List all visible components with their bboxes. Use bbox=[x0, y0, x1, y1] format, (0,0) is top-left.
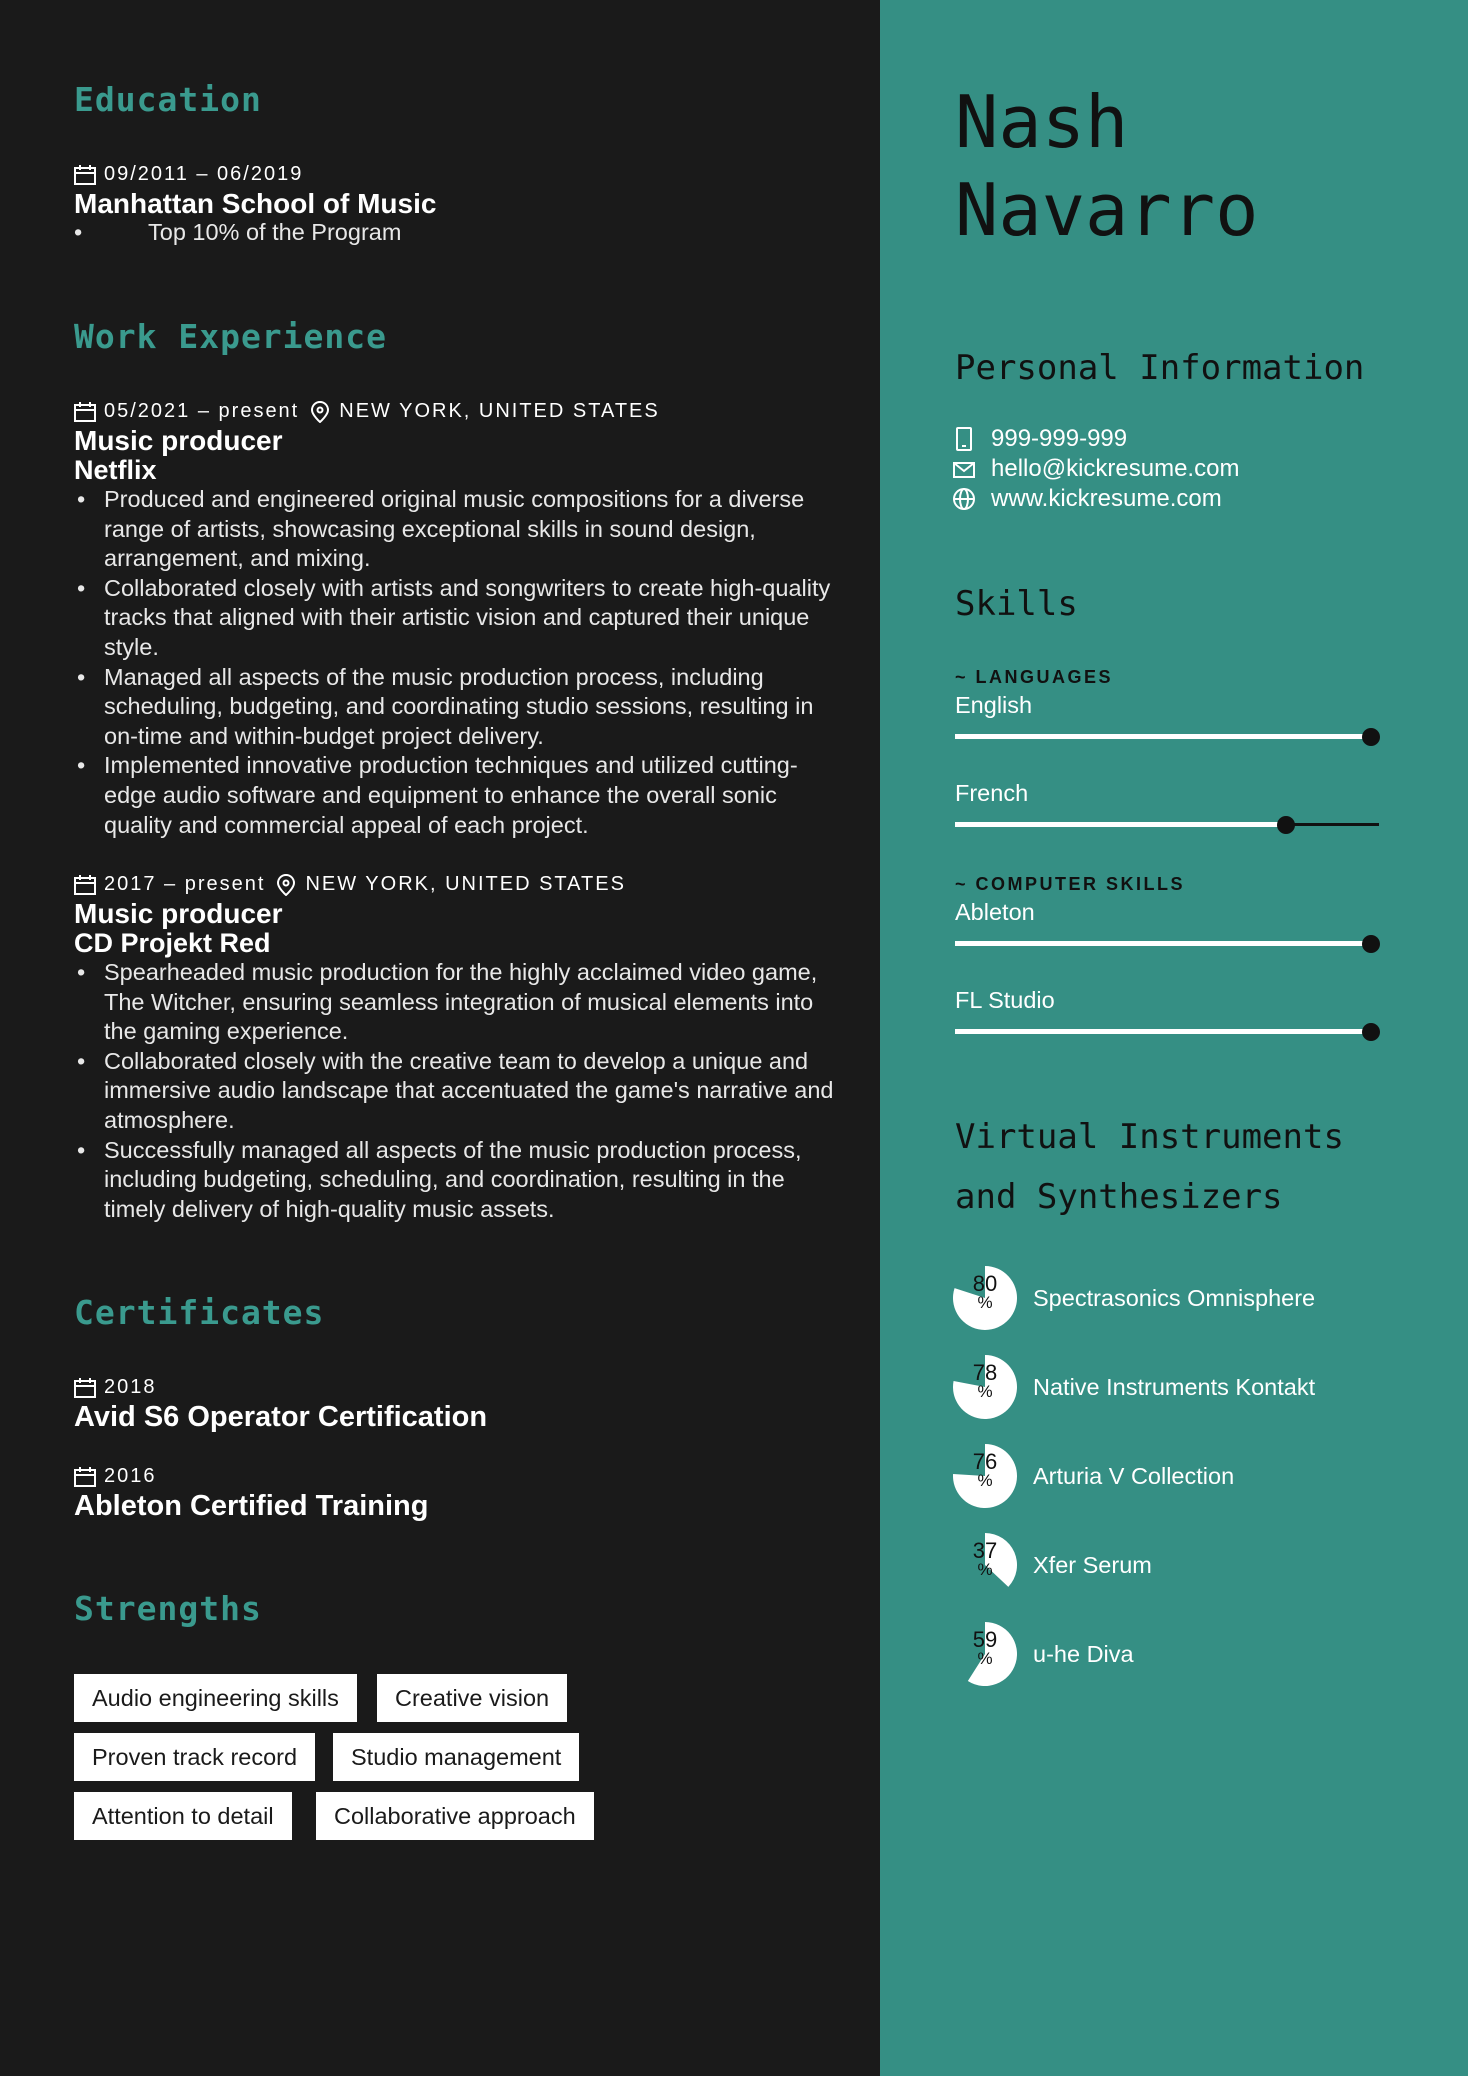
percent-pie bbox=[953, 1266, 1017, 1330]
job-2-bullets bbox=[74, 958, 844, 1224]
calendar-icon bbox=[74, 1378, 96, 1398]
phone-text: 999-999-999 bbox=[991, 425, 1128, 452]
education-date-row bbox=[74, 163, 303, 186]
skill-name: Ableton bbox=[955, 899, 1035, 925]
website-text[interactable]: www.kickresume.com bbox=[991, 485, 1222, 512]
skill-level-bar bbox=[955, 1020, 1379, 1044]
skill-name: English bbox=[955, 692, 1033, 718]
job-2-location: NEW YORK, UNITED STATES bbox=[305, 873, 626, 895]
personal-information-heading: Personal Information bbox=[955, 348, 1365, 388]
percent-unit: % bbox=[977, 1649, 993, 1668]
list-item: • Successfully managed all aspects of the music production process, including budgeting, scheduling, and coordination, resulting in the timely delivery of high-quality music assets. bbox=[104, 1136, 844, 1225]
location-pin-icon bbox=[277, 874, 295, 896]
location-pin-icon bbox=[311, 401, 329, 423]
email-icon bbox=[953, 457, 975, 481]
percent-unit: % bbox=[977, 1293, 993, 1312]
calendar-icon bbox=[74, 165, 96, 185]
education-dates: 09/2011 – 06/2019 bbox=[104, 163, 304, 185]
phone-icon bbox=[953, 427, 975, 451]
instrument-row bbox=[953, 1266, 1315, 1330]
strength-tag: Attention to detail bbox=[74, 1792, 292, 1840]
virtual-instruments-heading bbox=[955, 1107, 1344, 1227]
vi-heading-line2: and Synthesizers bbox=[955, 1177, 1283, 1217]
job-1-location: NEW YORK, UNITED STATES bbox=[339, 400, 660, 422]
list-item: • Implemented innovative production techniques and utilized cutting-edge audio software and equipment to enhance the overall sonic quality and commercial appeal of each project. bbox=[104, 751, 844, 840]
strength-tag: Creative vision bbox=[377, 1674, 567, 1722]
instrument-name: Xfer Serum bbox=[1033, 1551, 1152, 1578]
skill-level-knob bbox=[1362, 1023, 1380, 1041]
strengths-heading: Strengths bbox=[74, 1589, 262, 1628]
last-name: Navarro bbox=[955, 168, 1259, 252]
skill-level-bar bbox=[955, 813, 1379, 837]
vi-heading-line1: Virtual Instruments bbox=[955, 1117, 1344, 1157]
instrument-name: Native Instruments Kontakt bbox=[1033, 1373, 1316, 1400]
skill-name: FL Studio bbox=[955, 987, 1055, 1013]
instrument-row bbox=[953, 1355, 1315, 1419]
list-item: • Managed all aspects of the music production process, including scheduling, budgeting, and coordinating studio sessions, resulting in on-time and within-budget project delivery. bbox=[104, 663, 844, 752]
calendar-icon bbox=[74, 875, 96, 895]
instrument-name: u-he Diva bbox=[1033, 1640, 1134, 1667]
instrument-name: Arturia V Collection bbox=[1033, 1462, 1235, 1489]
contact-website bbox=[953, 485, 1222, 513]
job-1-date-row bbox=[74, 400, 660, 423]
list-item: • Collaborated closely with artists and songwriters to create high-quality tracks that aligned with their artistic vision and captured their unique style. bbox=[104, 574, 844, 663]
skill-level-bar bbox=[955, 932, 1379, 956]
job-1-bullets bbox=[74, 485, 844, 840]
percent-unit: % bbox=[977, 1471, 993, 1490]
first-name: Nash bbox=[955, 80, 1129, 164]
contact-email bbox=[953, 455, 1239, 483]
education-school: Manhattan School of Music bbox=[74, 188, 437, 219]
list-item: • Spearheaded music production for the highly acclaimed video game, The Witcher, ensuring seamless integration of musical elements into the gaming experience. bbox=[104, 958, 844, 1047]
calendar-icon bbox=[74, 402, 96, 422]
instrument-row bbox=[953, 1622, 1134, 1686]
percent-value: 37 bbox=[972, 1538, 998, 1563]
percent-unit: % bbox=[977, 1560, 993, 1579]
skill-category-languages: ~ LANGUAGES bbox=[955, 667, 1114, 687]
percent-pie bbox=[953, 1444, 1017, 1508]
instrument-name: Spectrasonics Omnisphere bbox=[1033, 1284, 1316, 1311]
certificate-2-date-row bbox=[74, 1465, 157, 1488]
job-1-company: Netflix bbox=[74, 455, 157, 485]
skills-heading: Skills bbox=[955, 584, 1078, 624]
percent-value: 78 bbox=[972, 1360, 998, 1385]
certificate-2-year: 2016 bbox=[104, 1465, 157, 1487]
skill-level-bar bbox=[955, 725, 1379, 749]
skill-level-knob bbox=[1277, 816, 1295, 834]
strength-tag: Studio management bbox=[333, 1733, 579, 1781]
job-2-dates: 2017 – present bbox=[104, 873, 266, 895]
skill-level-knob bbox=[1362, 728, 1380, 746]
percent-pie bbox=[953, 1355, 1017, 1419]
skill-name: French bbox=[955, 780, 1029, 806]
strength-tag: Collaborative approach bbox=[316, 1792, 594, 1840]
list-item: • Collaborated closely with the creative team to develop a unique and immersive audio landscape that accentuated the game's narrative and atmosphere. bbox=[104, 1047, 844, 1136]
skill-category-computer: ~ COMPUTER SKILLS bbox=[955, 874, 1186, 894]
candidate-name bbox=[955, 78, 1258, 254]
certificates-heading: Certificates bbox=[74, 1293, 325, 1332]
skill-level-knob bbox=[1362, 935, 1380, 953]
education-heading: Education bbox=[74, 80, 262, 119]
job-2-role: Music producer bbox=[74, 898, 283, 929]
left-column: Education 09/2011 – 06/2019 Manhattan School of Music • Top 10% of the Program Work Experience 05/2021 – present NEW YORK, UNITED STATES Music producer Netflix • Produced and engineered original music compositions for a diverse range of artists, showcasing exceptional skills in sound design, arrangement, and mixing. • Collaborated closely with artists and songwriters to create high-quality tracks that aligned with their artistic vision and captured their unique style. • Managed all aspects of the music production process, including scheduling, budgeting, and coordinating studio sessions, resulting in on-time and within-budget project delivery. • Implemented innovative production techniques and utilized cutting-edge audio software and equipment to enhance the overall sonic quality and commercial appeal of each project. 2017 – present NEW YORK, UNITED STATES Music producer CD Projekt Red • Spearheaded music production for the highly acclaimed video game, The Witcher, ensuring seamless integration of musical elements into the gaming experience. • Collaborated closely with the creative team to develop a unique and immersive audio landscape that accentuated the game's narrative and atmosphere. • Successfully managed all aspects of the music production process, including budgeting, scheduling, and coordination, resulting in the timely delivery of high-quality music assets. Certificates 2018 Avid S6 Operator Certification 2016 Ableton Certified Training Strengths Audio engineering skills Creative vision Proven track record Studio management Attention to detail Collaborative approach bbox=[0, 0, 880, 2076]
certificate-1-year: 2018 bbox=[104, 1376, 157, 1398]
certificate-1-date-row bbox=[74, 1376, 157, 1399]
job-2-company: CD Projekt Red bbox=[74, 928, 271, 958]
percent-pie bbox=[953, 1533, 1017, 1597]
instrument-row bbox=[953, 1444, 1234, 1508]
percent-value: 59 bbox=[972, 1627, 998, 1652]
work-experience-heading: Work Experience bbox=[74, 317, 388, 356]
list-item: • Produced and engineered original music compositions for a diverse range of artists, showcasing exceptional skills in sound design, arrangement, and mixing. bbox=[104, 485, 844, 574]
job-2-date-row bbox=[74, 873, 626, 896]
email-text[interactable]: hello@kickresume.com bbox=[991, 455, 1240, 482]
strength-tag: Proven track record bbox=[74, 1733, 315, 1781]
certificate-2-name: Ableton Certified Training bbox=[74, 1490, 429, 1522]
percent-value: 76 bbox=[972, 1449, 998, 1474]
strength-tag: Audio engineering skills bbox=[74, 1674, 357, 1722]
calendar-icon bbox=[74, 1467, 96, 1487]
job-1-dates: 05/2021 – present bbox=[104, 400, 300, 422]
contact-phone bbox=[953, 425, 1127, 453]
percent-pie bbox=[953, 1622, 1017, 1686]
job-1-role: Music producer bbox=[74, 425, 283, 456]
instrument-row bbox=[953, 1533, 1152, 1597]
percent-value: 80 bbox=[972, 1271, 998, 1296]
globe-icon bbox=[953, 487, 975, 511]
certificate-1-name: Avid S6 Operator Certification bbox=[74, 1401, 488, 1433]
percent-unit: % bbox=[977, 1382, 993, 1401]
